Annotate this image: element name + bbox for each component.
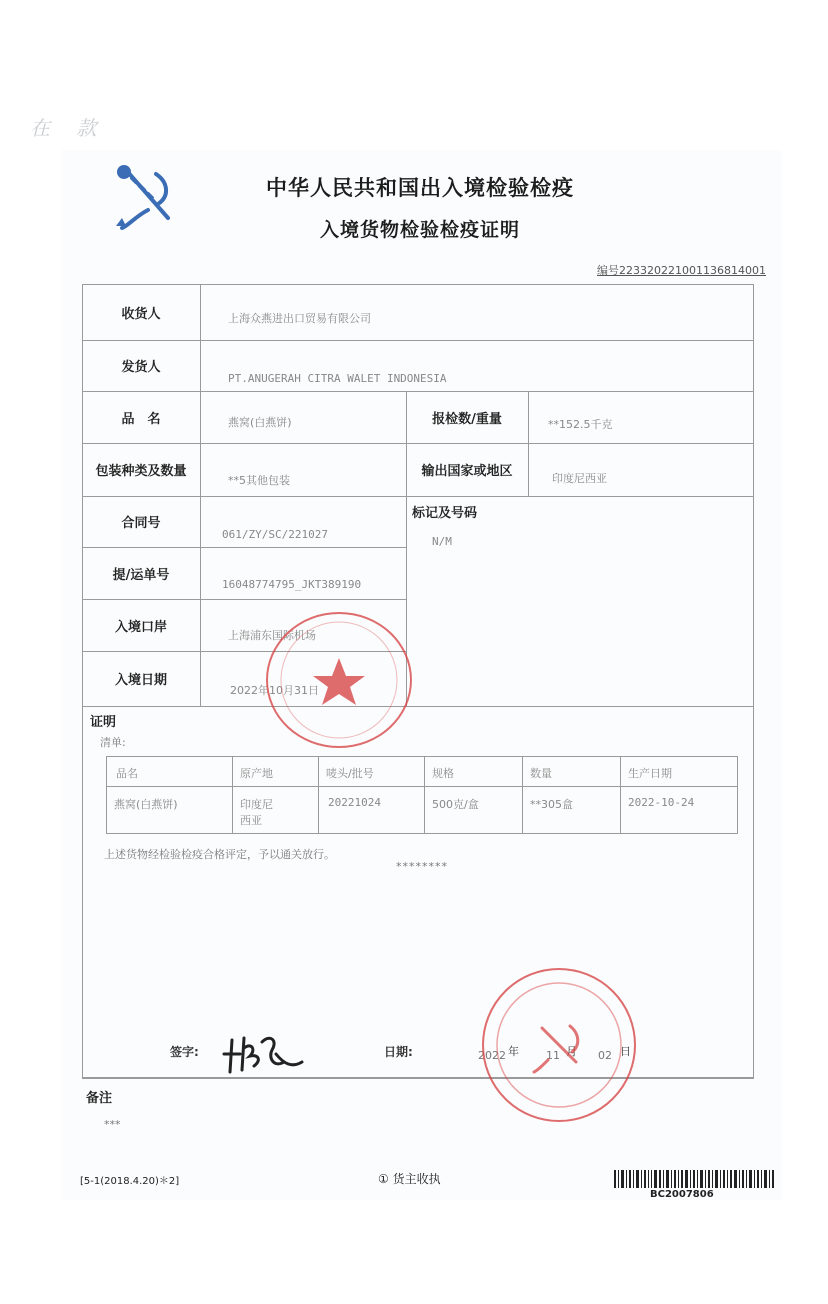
entry-port-value: 上海浦东国际机场 (228, 629, 316, 642)
form-code: [5-1(2018.4.20)＊2] (80, 1176, 180, 1187)
signature-label: 签字: (170, 1045, 199, 1059)
cell-name: 燕窝(白燕饼) (114, 798, 178, 811)
remarks-value: *** (104, 1118, 121, 1131)
col-divider (620, 756, 621, 834)
cell-origin-line2: 西亚 (240, 814, 262, 827)
signature-day-unit: 日 (620, 1045, 631, 1058)
bill-of-lading-label: 提/运单号 (112, 567, 170, 583)
certification-stars: ******** (396, 860, 448, 873)
signature-date-label: 日期: (384, 1045, 413, 1059)
certificate-number (597, 262, 766, 278)
document-subtitle: 入境货物检验检疫证明 (319, 219, 520, 241)
col-divider (522, 756, 523, 834)
col-divider (232, 756, 233, 834)
cell-quantity: **305盒 (530, 798, 573, 811)
company-seal-star-icon (268, 614, 410, 746)
signature-day: 02 (598, 1049, 612, 1062)
consignor-value: PT.ANUGERAH CITRA WALET INDONESIA (228, 371, 447, 385)
col-header-batch: 唛头/批号 (326, 767, 374, 780)
marks-value: N/M (432, 534, 452, 548)
consignor-label: 发货人 (121, 360, 161, 375)
row-divider (106, 786, 738, 787)
quantity-weight-value: **152.5千克 (548, 418, 613, 431)
remarks-label: 备注 (86, 1090, 113, 1106)
barcode-icon (614, 1170, 776, 1188)
signature-scribble-icon (218, 1024, 308, 1080)
cell-spec: 500克/盒 (432, 798, 479, 811)
marks-label: 标记及号码 (412, 505, 478, 521)
contract-no-label: 合同号 (121, 516, 161, 531)
cell-origin: 印度尼 (240, 798, 273, 811)
entry-date-value: 2022年10月31日 (230, 684, 319, 697)
export-country-value: 印度尼西亚 (552, 472, 607, 485)
consignee-label: 收货人 (121, 306, 161, 322)
col-header-quantity: 数量 (530, 767, 552, 780)
cell-batch: 20221024 (328, 796, 381, 809)
packaging-value: **5其他包装 (228, 474, 290, 487)
row-divider (82, 1078, 754, 1079)
quantity-weight-label: 报检数/重量 (432, 411, 502, 427)
handwritten-note: 在 款 (30, 116, 107, 140)
company-seal (266, 612, 412, 748)
row-divider (82, 706, 754, 707)
signature-year: 2022 (478, 1049, 506, 1062)
list-label: 清单: (100, 736, 126, 749)
col-divider (528, 391, 529, 496)
col-divider (318, 756, 319, 834)
goods-name-value: 燕窝(白燕饼) (228, 416, 292, 429)
serial-number: BC2007806 (650, 1189, 714, 1200)
packaging-label: 包装种类及数量 (95, 464, 187, 479)
certification-label: 证明 (90, 714, 117, 730)
col-header-spec: 规格 (432, 767, 454, 780)
consignee-value: 上海众燕进出口贸易有限公司 (228, 312, 371, 325)
inspection-authority-seal (482, 968, 636, 1122)
signature-month-unit: 月 (566, 1045, 577, 1058)
certificate-number-label: 编号 (597, 264, 620, 277)
col-divider (424, 756, 425, 834)
goods-name-label: 品 名 (121, 411, 161, 427)
document-title: 中华人民共和国出入境检验检疫 (266, 176, 574, 200)
col-divider (200, 284, 201, 706)
signature-year-unit: 年 (508, 1045, 519, 1058)
col-header-production-date: 生产日期 (628, 767, 672, 780)
col-header-origin: 原产地 (240, 767, 273, 780)
entry-date-label: 入境日期 (114, 673, 167, 688)
bill-of-lading-value: 16048774795_JKT389190 (222, 577, 362, 591)
cell-production-date: 2022-10-24 (628, 796, 695, 809)
copy-label: ① 货主收执 (378, 1172, 441, 1186)
export-country-label: 输出国家或地区 (421, 464, 513, 479)
signature-month: 11 (546, 1049, 560, 1062)
certificate-number-value: 2233202210011368140​01 (619, 264, 766, 277)
certification-statement: 上述货物经检验检疫合格评定，予以通关放行。 (104, 848, 335, 861)
entry-port-label: 入境口岸 (114, 619, 167, 635)
contract-no-value: 061/ZY/SC/221027 (222, 527, 328, 541)
col-header-name: 品名 (116, 767, 138, 780)
authority-seal-emblem-icon (484, 970, 634, 1120)
